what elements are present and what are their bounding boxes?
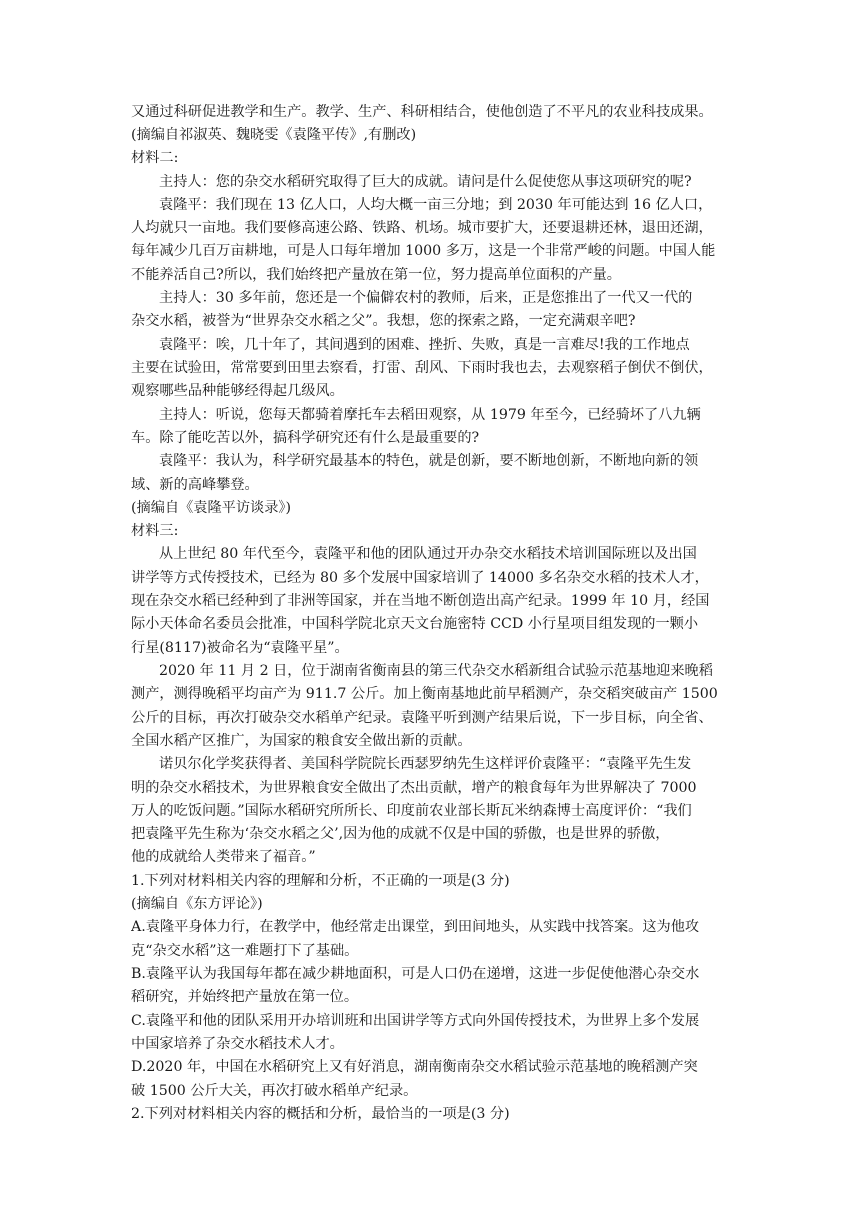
text-line: 测产，测得晚稻平均亩产为 911.7 公斤。加上衡南基地此前早稻测产，杂交稻突破亩产 1500 [131,686,718,702]
text-line: 全国水稻产区推广，为国家的粮食安全做出新的贡献。 [131,733,472,749]
text-line: 讲学等方式传授技术，已经为 80 多个发展中国家培训了 14000 多名杂交水稻的技术人才， [131,570,709,586]
text-line: 每年减少几百万亩耕地，可是人口每年增加 1000 多万，这是一个非常严峻的问题。中国人能 [131,243,716,259]
text-line: 车。除了能吃苦以外，搞科学研究还有什么是最重要的? [131,430,480,446]
text-line: 中国家培养了杂交水稻技术人才。 [131,1036,344,1052]
paragraph-start: 主持人：听说，您每天都骑着摩托车去稻田观察，从 1979 年至今，已经骑坏了八九辆 [159,407,701,423]
text-line: 又通过科研促进教学和生产。教学、生产、科研相结合，使他创造了不平凡的农业科技成果。 [131,104,713,120]
text-line: 现在杂交水稻已经种到了非洲等国家，并在当地不断创造出高产纪录。1999 年 10 月，经国 [131,593,710,609]
text-line: 稻研究，并始终把产量放在第一位。 [131,989,359,1005]
text-line: 杂交水稻，被誉为“世界杂交水稻之父”。我想，您的探索之路，一定充满艰辛吧? [131,313,636,329]
paragraph-start: 袁隆平：我认为，科学研究最基本的特色，就是创新，要不断地创新，不断地向新的领 [159,453,699,469]
text-line: 他的成就给人类带来了福音。” [131,849,316,865]
text-line: 域、新的高峰攀登。 [131,477,259,493]
text-line: 观察哪些品种能够经得起几级风。 [131,383,344,399]
question-1: 1.下列对材料相关内容的理解和分析，不正确的一项是(3 分) [131,873,510,889]
paragraph-start: 从上世纪 80 年代至今，袁隆平和他的团队通过开办杂交水稻技术培训国际班以及出国 [159,546,697,562]
section-heading: 材料二: [131,150,179,166]
option-d: D.2020 年，中国在水稻研究上又有好消息，湖南衡南杂交水稻试验示范基地的晚稻测产突 [131,1059,698,1075]
section-heading: 材料三: [131,523,179,539]
paragraph-start: 诺贝尔化学奖获得者、美国科学院院长西瑟罗纳先生这样评价袁隆平：“袁隆平先生发 [159,756,692,772]
text-line: 明的杂交水稻技术，为世界粮食安全做出了杰出贡献，增产的粮食每年为世界解决了 7000 [131,780,697,796]
paragraph-start: 袁隆平：我们现在 13 亿人口，人均大概一亩三分地；到 2030 年可能达到 16 亿人口， [159,197,713,213]
option-b: B.袁隆平认为我国每年都在减少耕地面积，可是人口仍在递增，这进一步促使他潜心杂交水 [131,966,700,982]
text-line: 人均就只一亩地。我们要修高速公路、铁路、机场。城市要扩大，还要退耕还林，退田还湖， [131,220,713,236]
text-line: 把袁隆平先生称为‘杂交水稻之父’,因为他的成就不仅是中国的骄傲，也是世界的骄傲， [131,826,670,842]
question-2: 2.下列对材料相关内容的概括和分析，最恰当的一项是(3 分) [131,1106,510,1122]
text-line: 际小天体命名委员会批准，中国科学院北京天文台施密特 CCD 小行星项目组发现的一颗小 [131,616,699,632]
text-line: 万人的吃饭问题。”国际水稻研究所所长、印度前农业部长斯瓦米纳森博士高度评价：“我们 [131,803,692,819]
option-c: C.袁隆平和他的团队采用开办培训班和出国讲学等方式向外国传授技术，为世界上多个发展 [131,1013,700,1029]
paragraph-start: 袁隆平：唉，几十年了，其间遇到的困难、挫折、失败，真是一言难尽!我的工作地点 [159,337,690,353]
paragraph-start: 主持人：30 多年前，您还是一个偏僻农村的教师，后来，正是您推出了一代又一代的 [159,290,693,306]
paragraph-start: 主持人：您的杂交水稻研究取得了巨大的成就。请问是什么促使您从事这项研究的呢? [159,174,692,190]
paragraph-start: 2020 年 11 月 2 日，位于湖南省衡南县的第三代杂交水稻新组合试验示范基地迎来晚稻 [159,663,713,679]
source-citation: (摘编自祁淑英、魏晓雯《袁隆平传》,有删改) [131,127,417,143]
source-citation: (摘编自《东方评论》) [131,896,263,912]
text-line: 破 1500 公斤大关，再次打破水稻单产纪录。 [131,1083,418,1099]
text-line: 不能养活自己?所以，我们始终把产量放在第一位，努力提高单位面积的产量。 [131,267,621,283]
source-citation: (摘编自《袁隆平访谈录》) [131,500,292,516]
option-a: A.袁隆平身体力行，在教学中，他经常走出课堂，到田间地头，从实践中找答案。这为他攻 [131,919,700,935]
text-line: 公斤的目标，再次打破杂交水稻单产纪录。袁隆平听到测产结果后说，下一步目标，向全省、 [131,710,713,726]
text-line: 主要在试验田，常常要到田里去察看，打雷、刮风、下雨时我也去，去观察稻子倒伏不倒伏， [131,360,713,376]
text-line: 克“杂交水稻”这一难题打下了基础。 [131,943,359,959]
text-line: 行星(8117)被命名为“袁隆平星”。 [131,640,349,656]
